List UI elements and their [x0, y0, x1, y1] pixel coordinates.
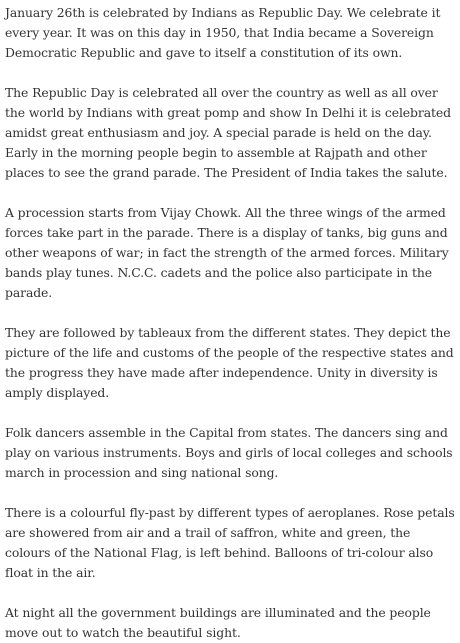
paragraph-7: At night all the government buildings are illuminated and the people move out to watch the beautiful sight. — [5, 605, 431, 640]
paragraph-2: The Republic Day is celebrated all over the country as well as all over the world by Indians with great pomp and show In Delhi it is celebrated amidst great enthusiasm and joy. A special parade is held on the day. Early in the morning people begin to assemble at Rajpath and other places to see the grand parade. The President of India takes the salute. — [5, 85, 451, 180]
paragraph-5: Folk dancers assemble in the Capital from states. The dancers sing and play on various instruments. Boys and girls of local colleges and schools march in procession and sing national song. — [5, 425, 453, 480]
paragraph-3: A procession starts from Vijay Chowk. All the three wings of the armed forces take part in the parade. There is a display of tanks, big guns and other weapons of war; in fact the strength of the armed forces. Military bands play tunes. N.C.C. cadets and the police also participate in the parade. — [5, 205, 449, 300]
paragraph-4: They are followed by tableaux from the different states. They depict the picture of the life and customs of the people of the respective states and the progress they have made after independence. Unity in diversity is amply displayed. — [5, 325, 454, 400]
paragraph-1: January 26th is celebrated by Indians as Republic Day. We celebrate it every year. It was on this day in 1950, that India became a Sovereign Democratic Republic and gave to itself a constitution of its own. — [5, 5, 441, 60]
paragraph-6: There is a colourful fly-past by different types of aeroplanes. Rose petals are showered from air and a trail of saffron, white and green, the colours of the National Flag, is left behind. Balloons of tri-colour also float in the air. — [5, 505, 455, 580]
